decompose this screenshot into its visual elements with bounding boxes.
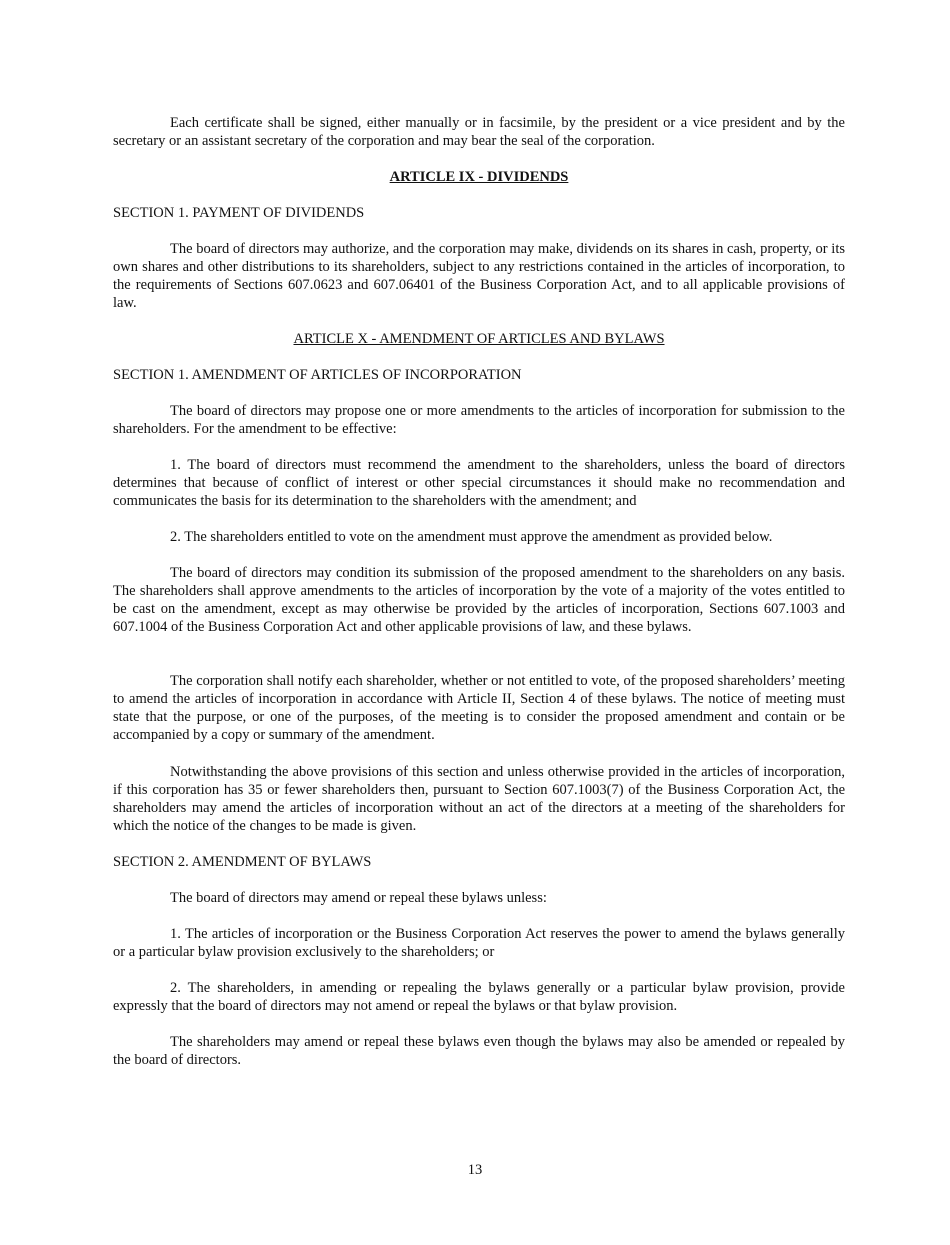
shareholder-notice-paragraph: The corporation shall notify each shareholder, whether or not entitled to vote, of the proposed shareholders’ meeting to amend the articles of incorporation in accordance with Article II, Section 4 of these bylaws. The notice of meeting must state that the purpose, or one of the purposes, of the meeting is to consider the proposed amendment and contain or be accompanied by a copy or summary of the amendment.: [113, 673, 845, 743]
shareholders-bylaw-paragraph: The shareholders may amend or repeal these bylaws even though the bylaws may also be amended or repealed by the board of directors.: [113, 1034, 845, 1068]
article-x-heading: [113, 330, 845, 348]
bylaw-amendment-intro: The board of directors may amend or repeal these bylaws unless:: [170, 890, 547, 906]
bylaw-exception-item-1: 1. The articles of incorporation or the Business Corporation Act reserves the power to amend the bylaws generally or a particular bylaw provision exclusively to the shareholders; or: [113, 926, 845, 960]
article-ix-heading: [113, 168, 845, 186]
amendment-requirement-item-2: 2. The shareholders entitled to vote on the amendment must approve the amendment as provided below.: [170, 529, 773, 545]
page-number: 13: [467, 1162, 483, 1178]
payment-of-dividends-paragraph: The board of directors may authorize, and the corporation may make, dividends on its shares in cash, property, or its own shares and other distributions to its shareholders, subject to any restrictions contained in the articles of incorporation, to the requirements of Sections 607.0623 and 607.06401 of the Business Corporation Act, and to all applicable provisions of law.: [113, 241, 845, 311]
amendment-requirement-item-1: 1. The board of directors must recommend the amendment to the shareholders, unless the board of directors determines that because of conflict of interest or other special circumstances it should make no recommendation and communicates the basis for its determination to the shareholders with the amendment; and: [113, 457, 845, 509]
certificate-signing-paragraph: Each certificate shall be signed, either manually or in facsimile, by the president or a vice president and by the secretary or an assistant secretary of the corporation and may bear the seal of the corporation.: [113, 115, 845, 149]
article-ix-heading-text: ARTICLE IX - DIVIDENDS: [389, 169, 569, 185]
article-x-section-2-heading: SECTION 2. AMENDMENT OF BYLAWS: [113, 854, 372, 870]
notwithstanding-paragraph: Notwithstanding the above provisions of this section and unless otherwise provided in the articles of incorporation, if this corporation has 35 or fewer shareholders then, pursuant to Section 607.1003(7) of the Business Corporation Act, the shareholders may amend the articles of incorporation without an act of the directors at a meeting of the shareholders for which the notice of the changes to be made is given.: [113, 764, 845, 834]
article-x-section-1-heading: SECTION 1. AMENDMENT OF ARTICLES OF INCORPORATION: [113, 367, 522, 383]
bylaw-exception-item-2: 2. The shareholders, in amending or repealing the bylaws generally or a particular bylaw provision, provide expressly that the board of directors may not amend or repeal the bylaws or that bylaw provision.: [113, 980, 845, 1014]
article-x-heading-text: ARTICLE X - AMENDMENT OF ARTICLES AND BYLAWS: [293, 331, 665, 347]
article-ix-section-1-heading: SECTION 1. PAYMENT OF DIVIDENDS: [113, 205, 365, 221]
amendment-condition-paragraph: The board of directors may condition its submission of the proposed amendment to the shareholders on any basis. The shareholders shall approve amendments to the articles of incorporation by the vote of a majority of the votes entitled to be cast on the amendment, except as may otherwise be provided by the articles of incorporation, Sections 607.1003 and 607.1004 of the Business Corporation Act and other applicable provisions of law, and these bylaws.: [113, 565, 845, 635]
amendment-proposal-paragraph: The board of directors may propose one or more amendments to the articles of incorporation for submission to the shareholders. For the amendment to be effective:: [113, 403, 845, 437]
